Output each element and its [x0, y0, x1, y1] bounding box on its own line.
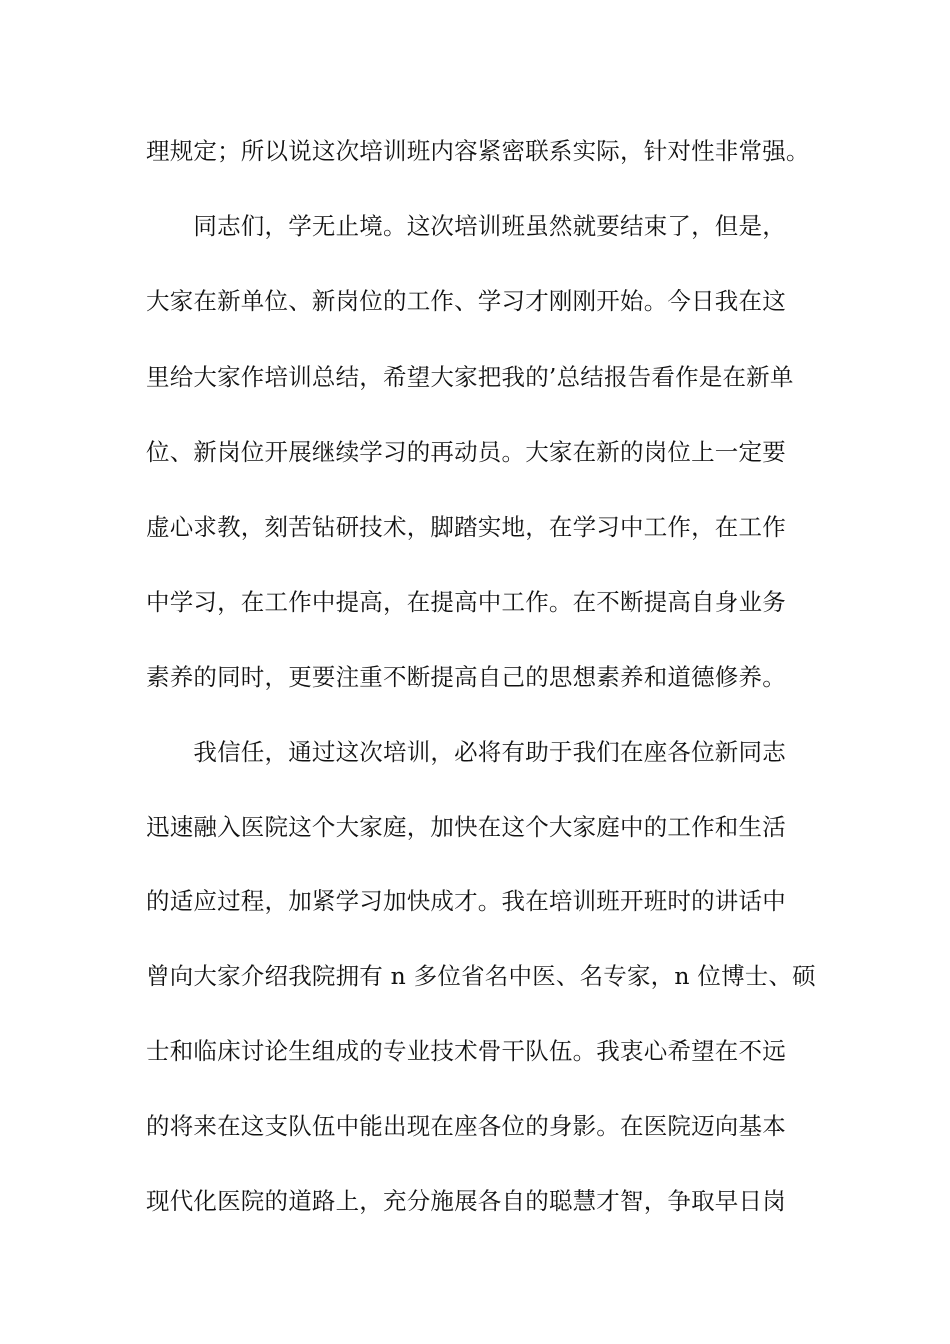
text-line: 的将来在这支队伍中能出现在座各位的身影。在医院迈向基本 [146, 1112, 786, 1140]
text-line: 同志们，学无止境。这次培训班虽然就要结束了，但是， [146, 212, 786, 240]
text-line: 理规定；所以说这次培训班内容紧密联系实际，针对性非常强。 [146, 137, 810, 165]
text-line: 的适应过程，加紧学习加快成才。我在培训班开班时的讲话中 [146, 887, 786, 915]
text-line: 位、新岗位开展继续学习的再动员。大家在新的岗位上一定要 [146, 438, 786, 466]
text-line: 大家在新单位、新岗位的工作、学习才刚刚开始。今日我在这 [146, 287, 786, 315]
text-line: 现代化医院的道路上，充分施展各自的聪慧才智，争取早日岗 [146, 1187, 786, 1215]
text-line: 虚心求教，刻苦钻研技术，脚踏实地，在学习中工作，在工作 [146, 513, 786, 541]
text-line: 士和临床讨论生组成的专业技术骨干队伍。我衷心希望在不远 [146, 1037, 786, 1065]
text-line: 迅速融入医院这个大家庭，加快在这个大家庭中的工作和生活 [146, 813, 786, 841]
text-line: 素养的同时，更要注重不断提高自己的思想素养和道德修养。 [146, 663, 786, 691]
text-line: 我信任，通过这次培训，必将有助于我们在座各位新同志 [146, 738, 786, 766]
text-line: 中学习，在工作中提高，在提高中工作。在不断提高自身业务 [146, 588, 786, 616]
text-line: 里给大家作培训总结，希望大家把我的’总结报告看作是在新单 [146, 363, 794, 391]
text-line: 曾向大家介绍我院拥有 n 多位省名中医、名专家，n 位博士、硕 [146, 962, 816, 990]
